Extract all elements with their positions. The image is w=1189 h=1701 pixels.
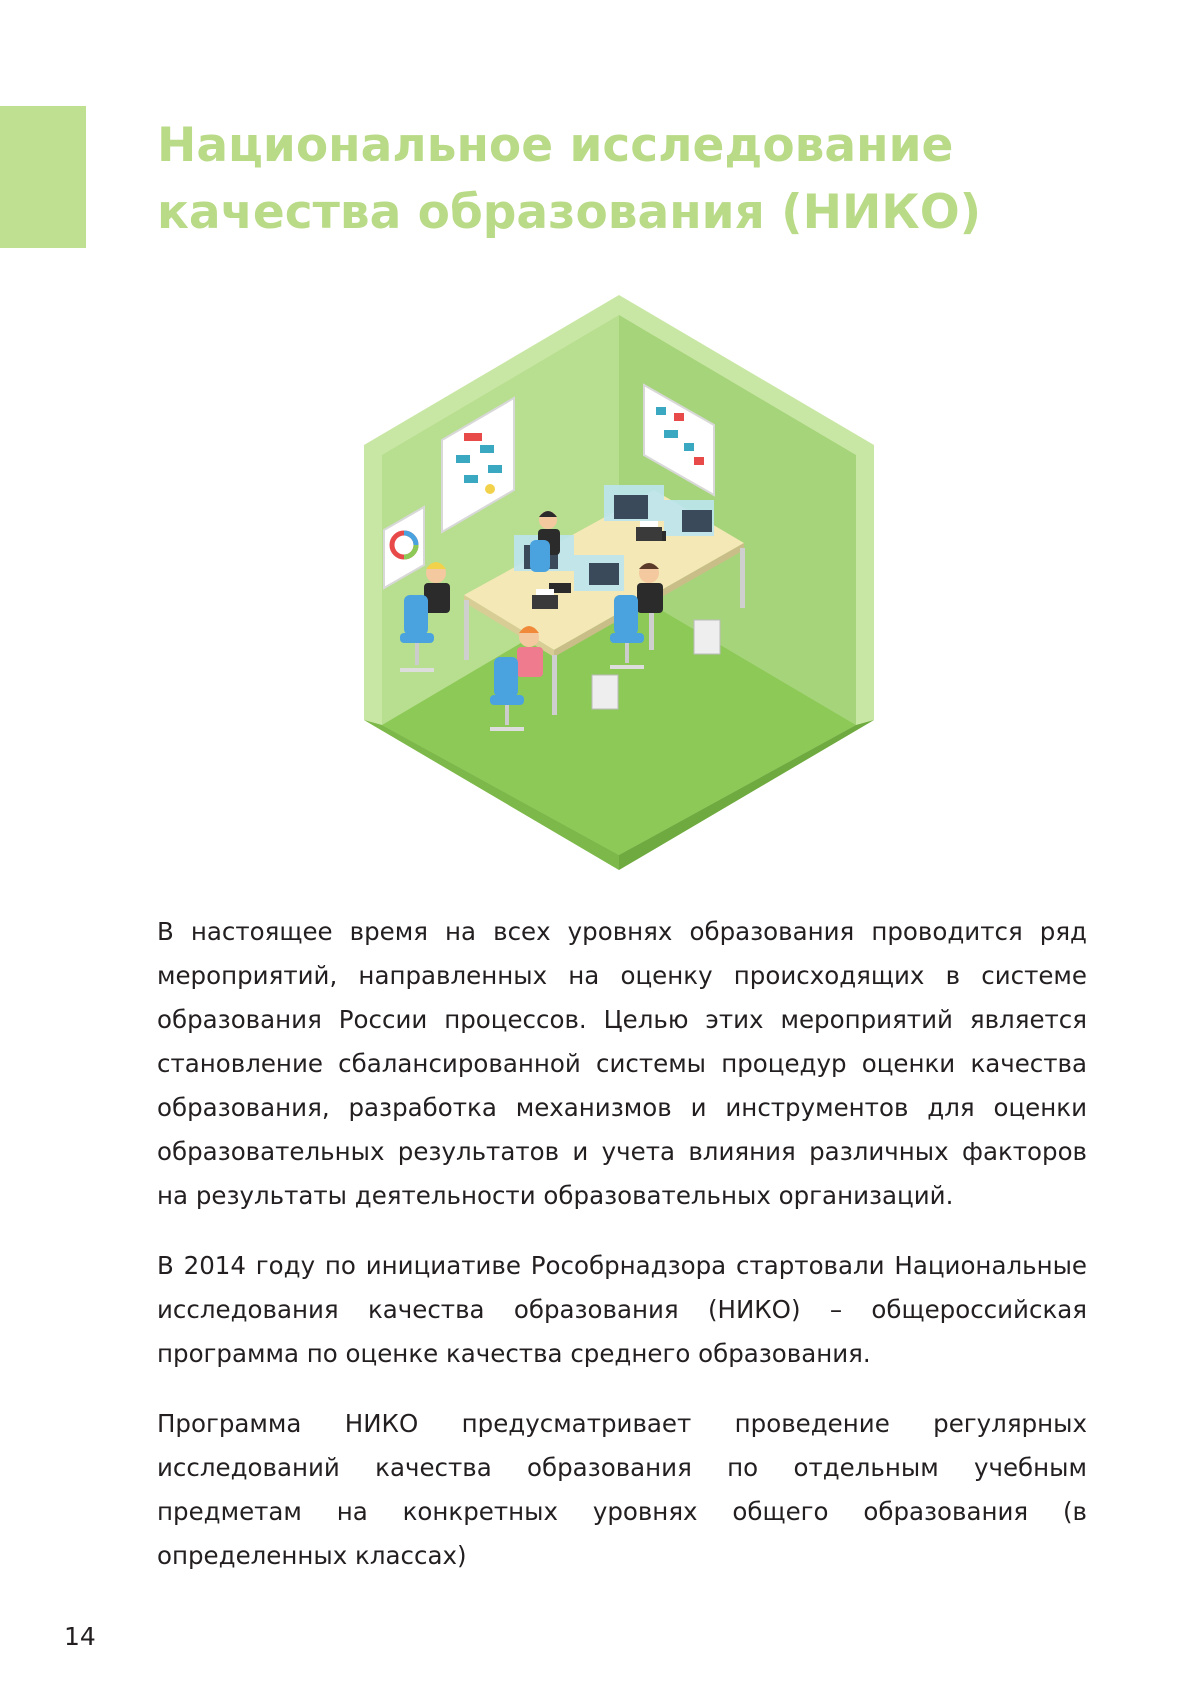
- accent-bar: [0, 106, 86, 248]
- body-text: [157, 910, 1087, 1604]
- isometric-office-room-icon: [364, 295, 874, 870]
- paragraph: В 2014 году по инициативе Рособрнадзора стартовали Национальные исследования качества образования (НИКО) – общероссийская программа по оценке качества среднего образования.: [157, 1251, 1087, 1368]
- page-number: 14: [64, 1622, 96, 1651]
- paragraph: Программа НИКО предусматривает проведение регулярных исследований качества образования по отдельным учебным предметам на конкретных уровнях общего образования (в определенных классах): [157, 1409, 1087, 1570]
- office-illustration: [364, 295, 874, 870]
- paragraph: В настоящее время на всех уровнях образования проводится ряд мероприятий, направленных на оценку происходящих в системе образования России процессов. Целью этих мероприятий является становление сбалансированной системы процедур оценки качества образования, разработка механизмов и инструментов для оценки образовательных результатов и учета влияния различных факторов на результаты деятельности образовательных организаций.: [157, 917, 1087, 1210]
- page-title: Национальное исследование качества образования (НИКО): [157, 118, 982, 240]
